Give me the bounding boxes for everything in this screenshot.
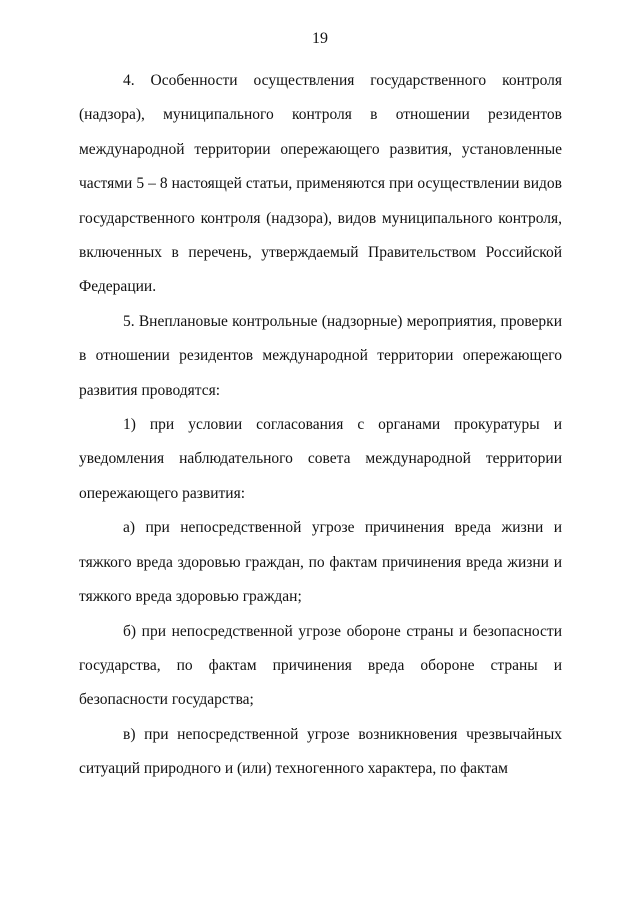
paragraph-5-item-1: 1) при условии согласования с органами прокуратуры и уведомления наблюдательного совета международной территории опережающего развития: [79, 416, 562, 502]
paragraph-4: 4. Особенности осуществления государственного контроля (надзора), муниципального контроля в отношении резидентов международной территории опережающего развития, установленные частями 5 – 8 настоящей статьи, применяются при осуществлении видов государственного контроля (надзора), видов муниципального контроля, включенных в перечень, утверждаемый Правительством Российской Федерации. [79, 72, 562, 296]
paragraph-5-item-1-a: а) при непосредственной угрозе причинения вреда жизни и тяжкого вреда здоровью граждан, по фактам причинения вреда жизни и тяжкого вреда здоровью граждан; [79, 519, 562, 606]
paragraph-5: 5. Внеплановые контрольные (надзорные) мероприятия, проверки в отношении резидентов международной территории опережающего развития проводятся: [79, 312, 562, 399]
page-number: 19 [312, 30, 328, 47]
paragraph-5-item-1-v: в) при непосредственной угрозе возникновения чрезвычайных ситуаций природного и (или) техногенного характера, по фактам [79, 725, 562, 778]
paragraph-5-item-1-b: б) при непосредственной угрозе обороне страны и безопасности государства, по фактам причинения вреда обороне страны и безопасности государства; [79, 622, 562, 709]
document-body [79, 64, 562, 787]
